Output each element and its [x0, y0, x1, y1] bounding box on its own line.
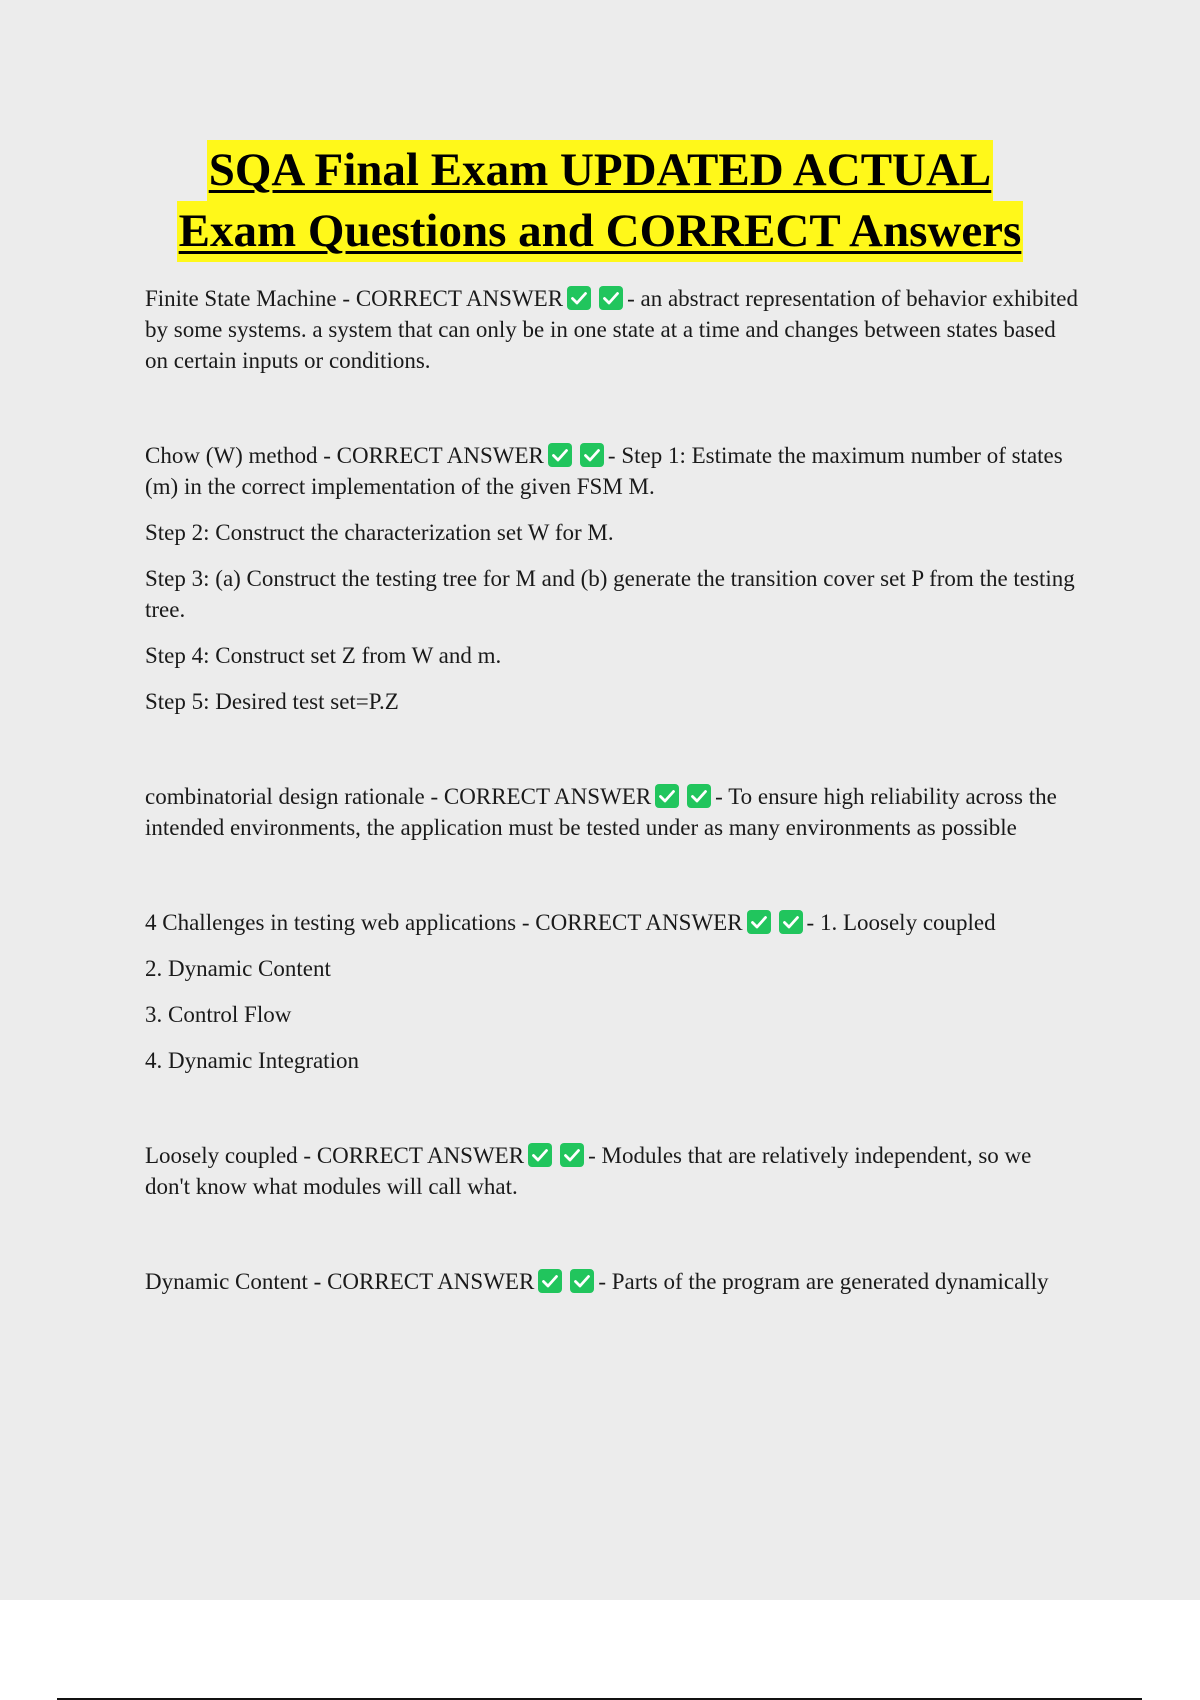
qa-entry-first-line [145, 907, 1080, 938]
correct-answer-marker: CORRECT ANSWER [336, 443, 544, 468]
title-line-2: Exam Questions and CORRECT Answers [177, 201, 1024, 262]
check-box-icon [580, 443, 604, 467]
qa-entry-first-line [145, 440, 1080, 502]
separator: - [521, 910, 530, 935]
qa-entry [145, 283, 1080, 376]
separator: - [342, 286, 351, 311]
answer-continuation: 2. Dynamic Content [145, 956, 331, 981]
separator: - [715, 784, 723, 809]
term: 4 Challenges in testing web applications [145, 910, 517, 935]
qa-entry [145, 1266, 1080, 1297]
answer-text: an abstract representation of behavior exhibited by some systems. a system that can only be in one state at a time and changes between states based on certain inputs or conditions. [145, 286, 1078, 373]
check-box-icon [567, 286, 591, 310]
term: Dynamic Content [145, 1269, 308, 1294]
separator: - [303, 1143, 312, 1168]
separator: - [607, 443, 616, 468]
qa-entry [145, 1140, 1080, 1202]
term: Finite State Machine [145, 286, 337, 311]
separator: - [627, 286, 635, 311]
separator: - [313, 1269, 322, 1294]
correct-answer-marker: CORRECT ANSWER [355, 286, 564, 311]
check-box-icon [548, 443, 572, 467]
term: combinatorial design rationale [145, 784, 425, 809]
answer-text: Step 1: Estimate the maximum number of states (m) in the correct implementation of the given FSM M. [145, 443, 1063, 499]
check-box-icon [779, 910, 803, 934]
answer-continuation: 4. Dynamic Integration [145, 1048, 359, 1073]
separator: - [430, 784, 439, 809]
check-box-icon [655, 784, 679, 808]
check-box-icon [538, 1269, 562, 1293]
answer-text: 1. Loosely coupled [819, 910, 996, 935]
check-box-icon [599, 286, 623, 310]
check-box-icon [747, 910, 771, 934]
qa-entry-first-line [145, 1140, 1080, 1202]
answer-continuation: Step 5: Desired test set=P.Z [145, 689, 399, 714]
qa-entry [145, 907, 1080, 1076]
answer-text: To ensure high reliability across the intended environments, the application must be tested under as many environments as possible [145, 784, 1057, 840]
separator: - [323, 443, 331, 468]
check-box-icon [570, 1269, 594, 1293]
answer-text: Parts of the program are generated dynamically [611, 1269, 1049, 1294]
separator: - [598, 1269, 606, 1294]
qa-entry [145, 440, 1080, 717]
qa-entry-first-line [145, 1266, 1080, 1297]
qa-list [145, 283, 1080, 1361]
separator: - [806, 910, 815, 935]
separator: - [588, 1143, 596, 1168]
qa-entry-first-line [145, 781, 1080, 843]
answer-continuation: Step 4: Construct set Z from W and m. [145, 643, 502, 668]
answer-continuation: Step 3: (a) Construct the testing tree for M and (b) generate the transition cover set P from the testing tree. [145, 566, 1075, 622]
document-title [0, 140, 1200, 262]
correct-answer-marker: CORRECT ANSWER [316, 1143, 525, 1168]
correct-answer-marker: CORRECT ANSWER [443, 784, 652, 809]
title-line-1: SQA Final Exam UPDATED ACTUAL [207, 140, 994, 201]
qa-entry [145, 781, 1080, 843]
correct-answer-marker: CORRECT ANSWER [327, 1269, 535, 1294]
answer-continuation: Step 2: Construct the characterization set W for M. [145, 520, 614, 545]
term: Chow (W) method [145, 443, 318, 468]
check-box-icon [560, 1143, 584, 1167]
check-box-icon [687, 784, 711, 808]
correct-answer-marker: CORRECT ANSWER [535, 910, 743, 935]
qa-entry-first-line [145, 283, 1080, 376]
term: Loosely coupled [145, 1143, 298, 1168]
check-box-icon [528, 1143, 552, 1167]
answer-continuation: 3. Control Flow [145, 1002, 292, 1027]
answer-text: Modules that are relatively independent, so we don't know what modules will call what. [145, 1143, 1032, 1199]
